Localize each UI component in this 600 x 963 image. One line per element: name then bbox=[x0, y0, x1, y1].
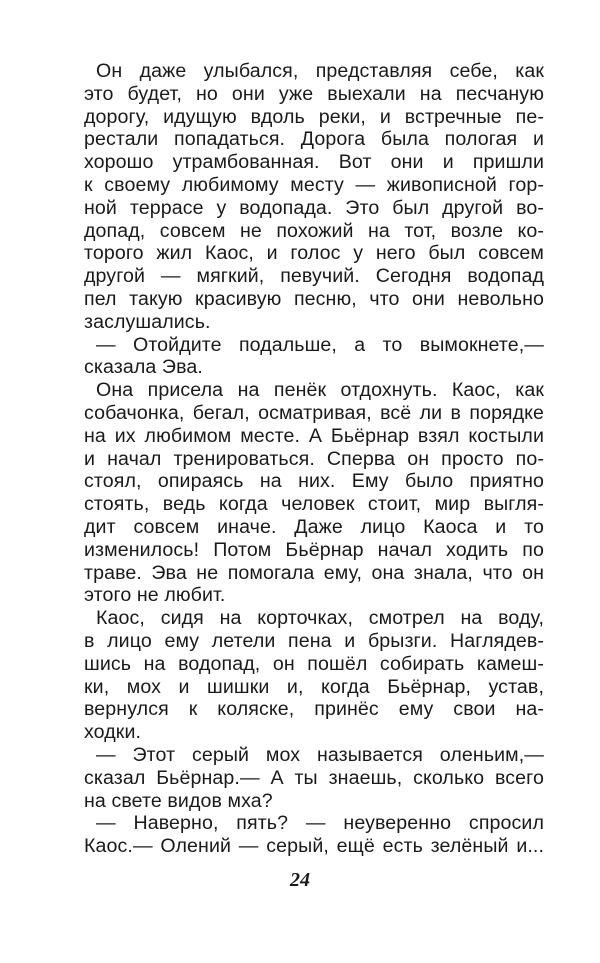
text-line: Он даже улыбался, представляя себе, как bbox=[96, 60, 544, 82]
text-line: и начал тренироваться. Сперва он просто по- bbox=[84, 447, 544, 470]
text-line: ной террасе у водопада. Это был другой во- bbox=[84, 196, 544, 219]
text-line: этого не любит. bbox=[84, 584, 226, 607]
text-line: — Наверно, пять? — неуверенно спросил bbox=[96, 812, 544, 835]
text-line: ки, мох и шишки и, когда Бьёрнар, устав, bbox=[84, 675, 544, 698]
text-line: пел такую красивую песню, что они невольно bbox=[84, 287, 544, 310]
text-line: торого жил Каос, и голос у него был совсем bbox=[84, 242, 544, 265]
text-line: другой — мягкий, певучий. Сегодня водопад bbox=[84, 265, 544, 288]
text-line: ходки. bbox=[84, 721, 142, 744]
text-line: шись на водопад, он пошёл собирать камеш- bbox=[84, 652, 544, 675]
text-line: хорошо утрамбованная. Вот они и пришли bbox=[84, 151, 544, 174]
text-line: сказал Бьёрнар.— А ты знаешь, сколько всего bbox=[84, 766, 544, 789]
text-line: Каос, сидя на корточках, смотрел на воду, bbox=[96, 607, 544, 630]
text-line: — Отойдите подальше, а то вымокнете,— bbox=[96, 333, 544, 356]
text-line: вернулся к коляске, принёс ему свои на- bbox=[84, 698, 544, 721]
text-line: заслушались. bbox=[84, 310, 211, 333]
text-line: траве. Эва не помогала ему, она знала, что он bbox=[84, 561, 544, 584]
text-line: изменилось! Потом Бьёрнар начал ходить по bbox=[84, 538, 544, 561]
text-line: на их любимом месте. А Бьёрнар взял костыли bbox=[84, 424, 544, 447]
text-line: собачонка, бегал, осматривая, всё ли в порядке bbox=[84, 401, 544, 424]
text-line: стоять, ведь когда человек стоит, мир выгля- bbox=[84, 493, 544, 516]
page-number: 24 bbox=[290, 869, 310, 891]
text-line: допад, совсем не похожий на тот, возле ко- bbox=[84, 219, 544, 242]
text-line: Она присела на пенёк отдохнуть. Каос, как bbox=[96, 379, 544, 402]
text-line: сказала Эва. bbox=[84, 356, 203, 379]
text-line: в лицо ему летели пена и брызги. Наглядев- bbox=[84, 629, 544, 652]
text-line: к своему любимому месту — живописной гор- bbox=[84, 173, 544, 196]
text-line: Каос.— Олений — серый, ещё есть зелёный и... bbox=[84, 835, 544, 858]
text-line: дорогу, идущую вдоль реки, и встречные пе- bbox=[84, 105, 544, 128]
text-line: — Этот серый мох называется оленьим,— bbox=[96, 743, 544, 766]
text-line: стоял, опираясь на них. Ему было приятно bbox=[84, 470, 544, 493]
text-line: это будет, но они уже выехали на песчаную bbox=[84, 82, 544, 105]
text-line: дит совсем иначе. Даже лицо Каоса и то bbox=[84, 515, 544, 538]
body-text bbox=[84, 60, 544, 858]
text-line: на свете видов мха? bbox=[84, 789, 273, 812]
text-line: рестали попадаться. Дорога была пологая и bbox=[84, 128, 544, 151]
